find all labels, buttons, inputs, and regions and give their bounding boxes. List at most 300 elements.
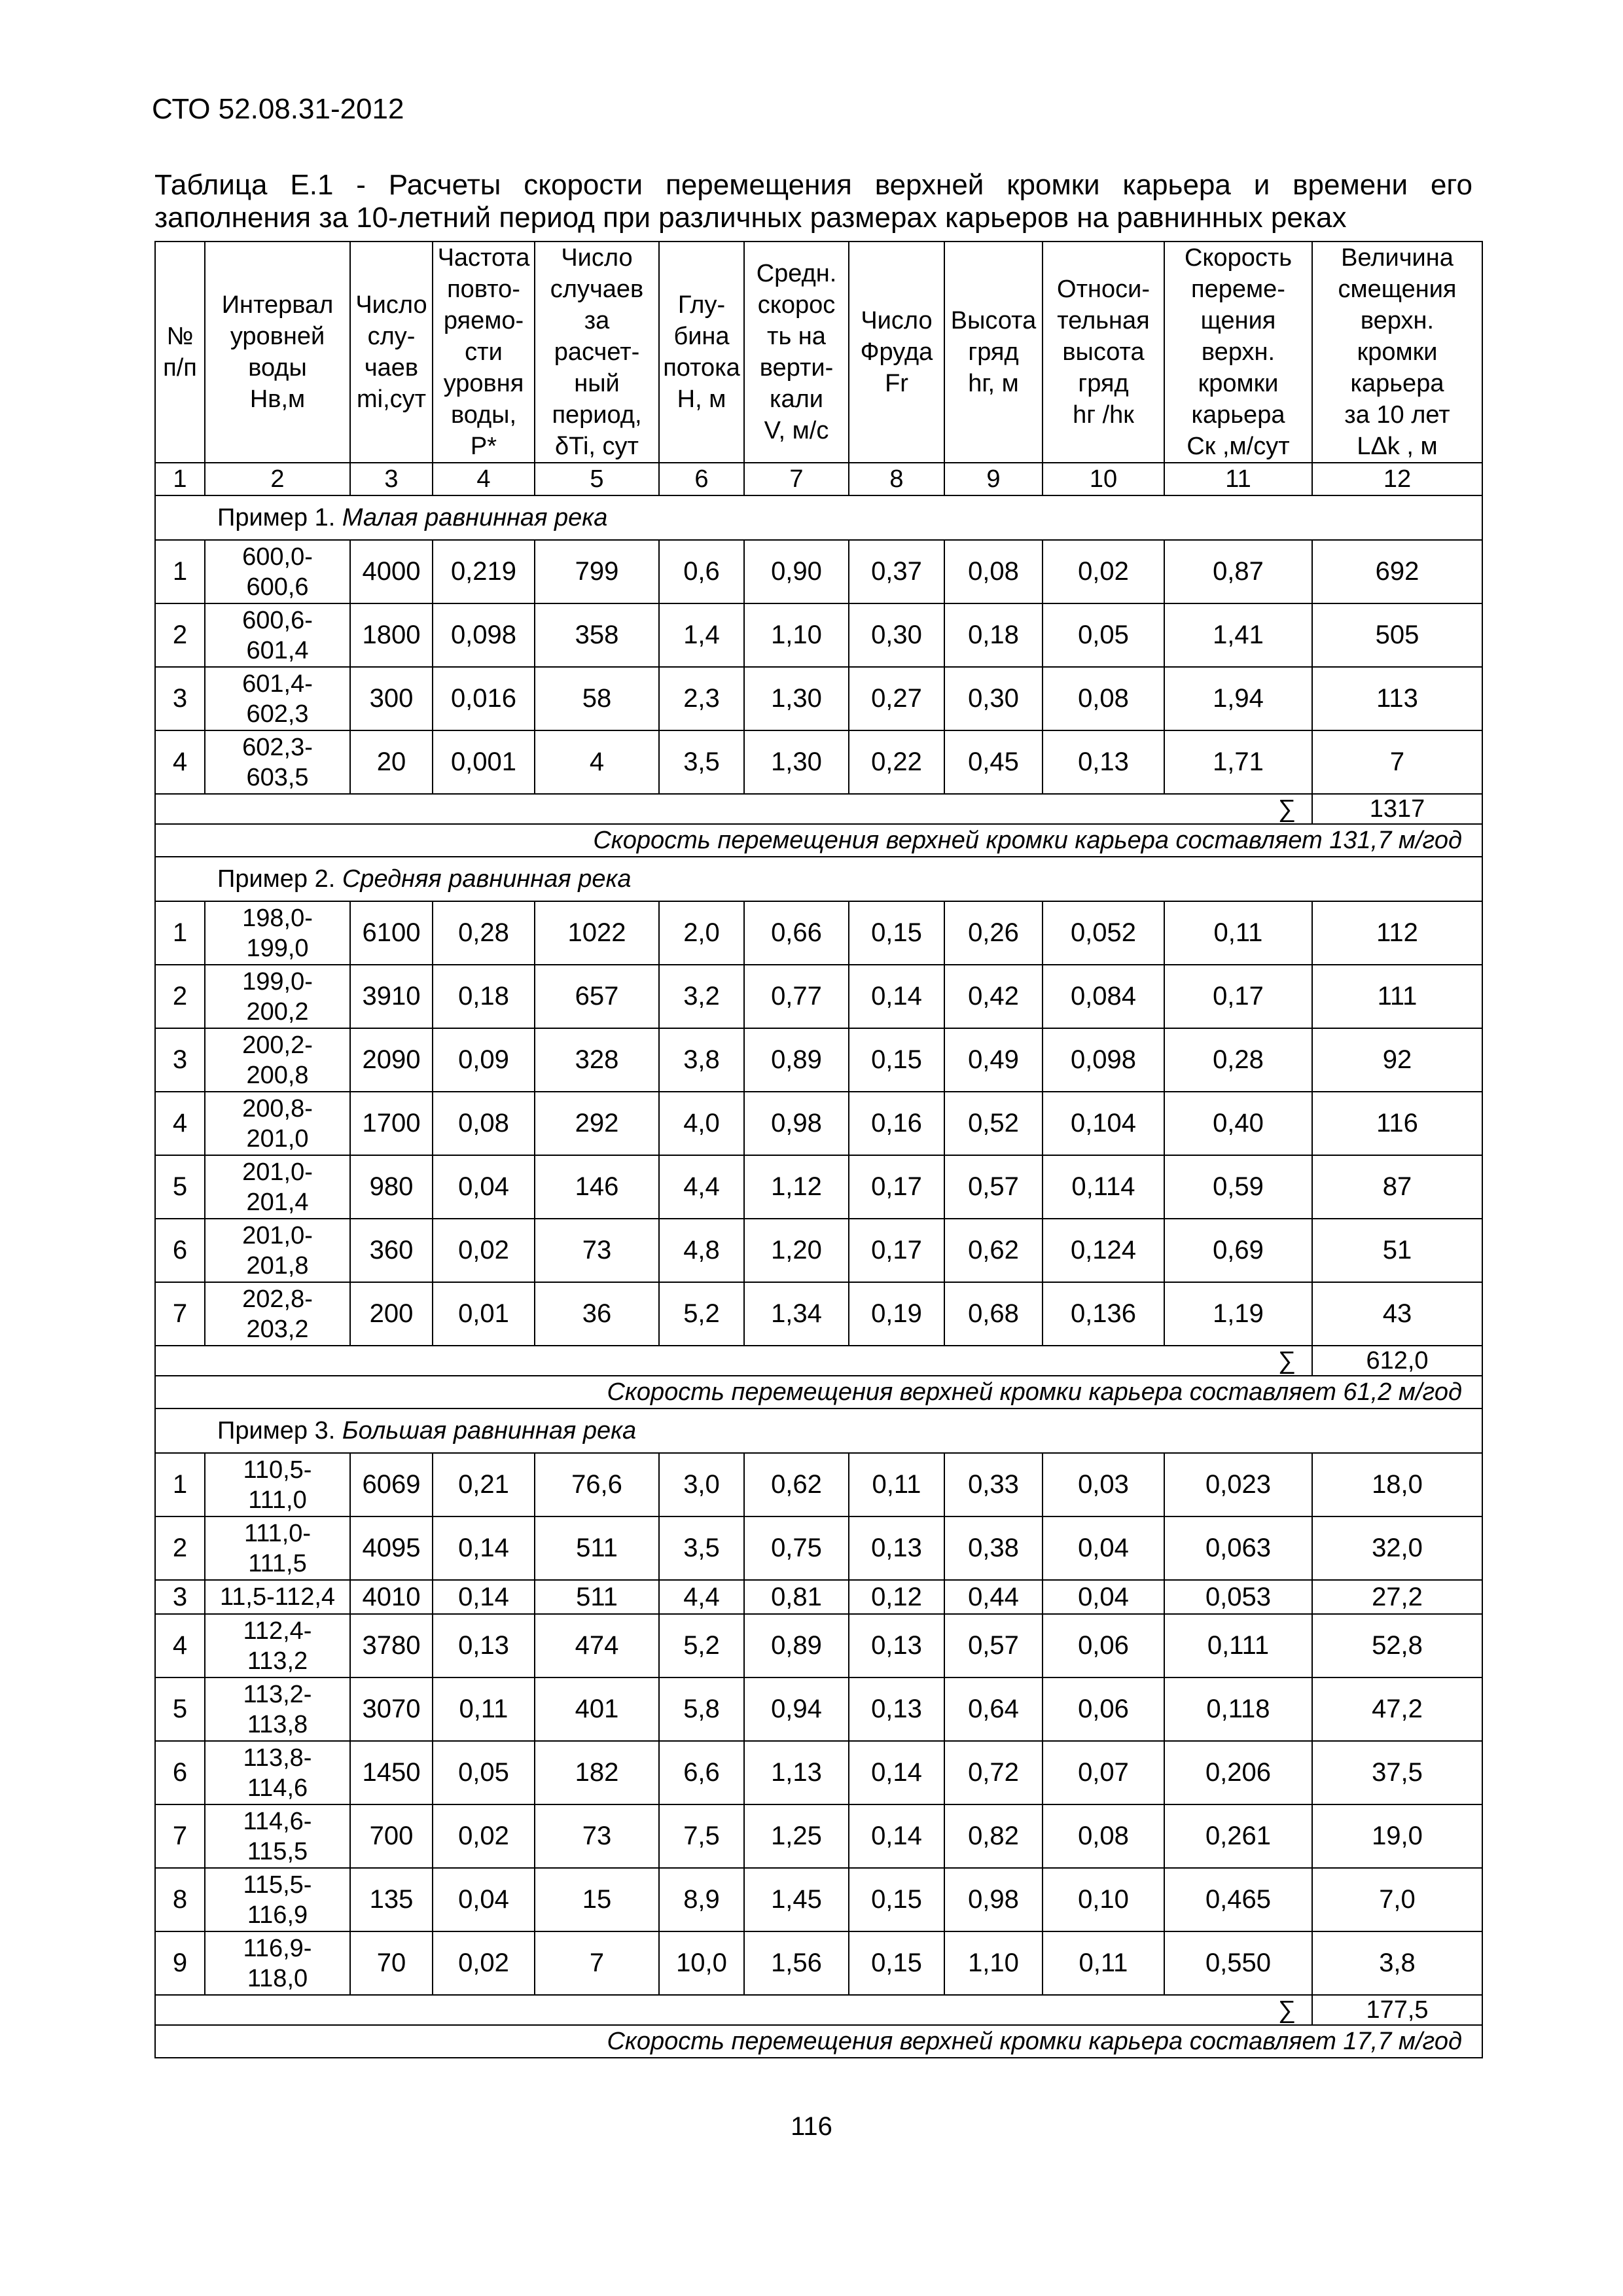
table-cell: 146 — [535, 1155, 659, 1219]
table-cell: 600,6- 601,4 — [205, 603, 350, 667]
table-row — [155, 1677, 1482, 1741]
table-cell: 0,052 — [1043, 901, 1164, 965]
table-cell: 0,098 — [1043, 1028, 1164, 1092]
table-cell: 0,06 — [1043, 1614, 1164, 1677]
table-cell: 4000 — [350, 540, 433, 603]
table-cell: 0,45 — [944, 730, 1043, 794]
table-row — [155, 1931, 1482, 1995]
table-cell: 1,12 — [744, 1155, 849, 1219]
table-cell: 199,0- 200,2 — [205, 965, 350, 1028]
table-row — [155, 1155, 1482, 1219]
table-cell: 0,6 — [659, 540, 744, 603]
table-cell: 8,9 — [659, 1868, 744, 1931]
column-header-2: Интервал уровней воды Hв,м — [205, 242, 350, 463]
table-cell: 0,04 — [433, 1868, 535, 1931]
table-cell: 70 — [350, 1931, 433, 1995]
table-cell: 1,20 — [744, 1219, 849, 1282]
table-cell: 7 — [155, 1282, 205, 1346]
table-cell: 3,0 — [659, 1453, 744, 1516]
table-cell: 1 — [155, 540, 205, 603]
column-number: 3 — [350, 463, 433, 495]
table-cell: 11,5-112,4 — [205, 1580, 350, 1614]
table-cell: 4,4 — [659, 1155, 744, 1219]
table-cell: 0,89 — [744, 1028, 849, 1092]
section-heading — [155, 495, 1482, 540]
table-cell: 0,11 — [849, 1453, 944, 1516]
table-cell: 198,0- 199,0 — [205, 901, 350, 965]
table-row — [155, 1028, 1482, 1092]
table-cell: 5 — [155, 1155, 205, 1219]
sum-value: 177,5 — [1312, 1995, 1482, 2025]
table-cell: 0,04 — [1043, 1516, 1164, 1580]
table-cell: 37,5 — [1312, 1741, 1482, 1804]
table-row — [155, 965, 1482, 1028]
table-cell: 6100 — [350, 901, 433, 965]
table-cell: 3,8 — [659, 1028, 744, 1092]
speed-summary: Скорость перемещения верхней кромки карьера составляет 17,7 м/год — [155, 2025, 1482, 2058]
table-cell: 0,57 — [944, 1614, 1043, 1677]
table-cell: 7,5 — [659, 1804, 744, 1868]
table-cell: 0,49 — [944, 1028, 1043, 1092]
table-cell: 601,4- 602,3 — [205, 667, 350, 730]
column-header-7: Средн. скорос ть на верти- кали V, м/с — [744, 242, 849, 463]
table-cell: 5 — [155, 1677, 205, 1741]
table-cell: 5,8 — [659, 1677, 744, 1741]
column-header-12: Величина смещения верхн. кромки карьера за 10 лет LΔk , м — [1312, 242, 1482, 463]
table-cell: 76,6 — [535, 1453, 659, 1516]
table-cell: 0,72 — [944, 1741, 1043, 1804]
table-cell: 3,5 — [659, 1516, 744, 1580]
table-cell: 0,13 — [849, 1677, 944, 1741]
table-cell: 0,07 — [1043, 1741, 1164, 1804]
table-cell: 0,89 — [744, 1614, 849, 1677]
table-cell: 0,02 — [433, 1931, 535, 1995]
table-row — [155, 603, 1482, 667]
table-cell: 0,14 — [433, 1516, 535, 1580]
table-cell: 113,2- 113,8 — [205, 1677, 350, 1741]
table-row — [155, 667, 1482, 730]
table-cell: 1 — [155, 901, 205, 965]
column-number: 11 — [1164, 463, 1312, 495]
table-cell: 0,38 — [944, 1516, 1043, 1580]
table-cell: 110,5- 111,0 — [205, 1453, 350, 1516]
column-header-5: Число случаев за расчет- ный период, δTi, сут — [535, 242, 659, 463]
table-cell: 0,001 — [433, 730, 535, 794]
table-cell: 52,8 — [1312, 1614, 1482, 1677]
table-cell: 0,26 — [944, 901, 1043, 965]
table-cell: 4,0 — [659, 1092, 744, 1155]
table-cell: 0,11 — [1164, 901, 1312, 965]
table-cell: 87 — [1312, 1155, 1482, 1219]
table-cell: 73 — [535, 1804, 659, 1868]
table-cell: 1,19 — [1164, 1282, 1312, 1346]
table-cell: 1,34 — [744, 1282, 849, 1346]
table-cell: 0,118 — [1164, 1677, 1312, 1741]
sum-row — [155, 794, 1482, 824]
table-cell: 0,04 — [1043, 1580, 1164, 1614]
column-number-row — [155, 463, 1482, 495]
table-cell: 4 — [155, 730, 205, 794]
table-cell: 328 — [535, 1028, 659, 1092]
table-cell: 2 — [155, 1516, 205, 1580]
table-cell: 0,62 — [744, 1453, 849, 1516]
table-cell: 51 — [1312, 1219, 1482, 1282]
table-cell: 0,14 — [849, 1804, 944, 1868]
table-cell: 0,30 — [849, 603, 944, 667]
table-cell: 3,2 — [659, 965, 744, 1028]
sum-value: 1317 — [1312, 794, 1482, 824]
table-cell: 7 — [1312, 730, 1482, 794]
table-cell: 511 — [535, 1516, 659, 1580]
table-cell: 511 — [535, 1580, 659, 1614]
table-cell: 0,66 — [744, 901, 849, 965]
table-cell: 3 — [155, 1028, 205, 1092]
table-cell: 1,30 — [744, 667, 849, 730]
table-cell: 0,09 — [433, 1028, 535, 1092]
table-cell: 700 — [350, 1804, 433, 1868]
table-cell: 0,64 — [944, 1677, 1043, 1741]
table-cell: 0,30 — [944, 667, 1043, 730]
table-cell: 0,06 — [1043, 1677, 1164, 1741]
section-heading — [155, 1408, 1482, 1453]
table-cell: 0,57 — [944, 1155, 1043, 1219]
table-cell: 0,098 — [433, 603, 535, 667]
table-cell: 4 — [155, 1614, 205, 1677]
table-cell: 0,90 — [744, 540, 849, 603]
table-cell: 1,10 — [944, 1931, 1043, 1995]
table-cell: 201,0- 201,4 — [205, 1155, 350, 1219]
section-name: Средняя равнинная река — [342, 865, 632, 893]
section-name: Большая равнинная река — [342, 1416, 637, 1444]
table-cell: 0,08 — [1043, 1804, 1164, 1868]
section-prefix: Пример 3. — [217, 1416, 342, 1444]
table-cell: 0,42 — [944, 965, 1043, 1028]
table-cell: 0,12 — [849, 1580, 944, 1614]
table-cell: 47,2 — [1312, 1677, 1482, 1741]
table-cell: 799 — [535, 540, 659, 603]
table-cell: 0,053 — [1164, 1580, 1312, 1614]
table-cell: 300 — [350, 667, 433, 730]
table-cell: 1700 — [350, 1092, 433, 1155]
table-cell: 58 — [535, 667, 659, 730]
table-cell: 112,4- 113,2 — [205, 1614, 350, 1677]
table-cell: 4,4 — [659, 1580, 744, 1614]
table-row — [155, 1580, 1482, 1614]
table-cell: 0,05 — [1043, 603, 1164, 667]
table-cell: 3,5 — [659, 730, 744, 794]
table-cell: 6 — [155, 1741, 205, 1804]
speed-summary-row — [155, 1376, 1482, 1408]
table-cell: 0,75 — [744, 1516, 849, 1580]
table-cell: 2 — [155, 603, 205, 667]
table-cell: 1,41 — [1164, 603, 1312, 667]
section-prefix: Пример 2. — [217, 865, 342, 893]
table-cell: 0,22 — [849, 730, 944, 794]
table-cell: 202,8- 203,2 — [205, 1282, 350, 1346]
table-cell: 4 — [155, 1092, 205, 1155]
table-cell: 1 — [155, 1453, 205, 1516]
table-row — [155, 1092, 1482, 1155]
sum-value: 612,0 — [1312, 1346, 1482, 1376]
table-cell: 0,16 — [849, 1092, 944, 1155]
table-cell: 0,084 — [1043, 965, 1164, 1028]
sum-row — [155, 1346, 1482, 1376]
table-cell: 0,21 — [433, 1453, 535, 1516]
table-cell: 43 — [1312, 1282, 1482, 1346]
table-cell: 18,0 — [1312, 1453, 1482, 1516]
table-cell: 1,25 — [744, 1804, 849, 1868]
table-row — [155, 730, 1482, 794]
table-cell: 2,3 — [659, 667, 744, 730]
table-cell: 0,28 — [433, 901, 535, 965]
table-cell: 0,261 — [1164, 1804, 1312, 1868]
table-cell: 0,98 — [744, 1092, 849, 1155]
table-cell: 4,8 — [659, 1219, 744, 1282]
table-cell: 4 — [535, 730, 659, 794]
table-row — [155, 1868, 1482, 1931]
column-header-6: Глу- бина потока H, м — [659, 242, 744, 463]
table-cell: 32,0 — [1312, 1516, 1482, 1580]
table-cell: 116,9- 118,0 — [205, 1931, 350, 1995]
table-cell: 3,8 — [1312, 1931, 1482, 1995]
table-cell: 602,3- 603,5 — [205, 730, 350, 794]
table-cell: 0,206 — [1164, 1741, 1312, 1804]
table-row — [155, 1804, 1482, 1868]
table-cell: 358 — [535, 603, 659, 667]
table-cell: 114,6- 115,5 — [205, 1804, 350, 1868]
column-number: 1 — [155, 463, 205, 495]
table-row — [155, 540, 1482, 603]
table-cell: 657 — [535, 965, 659, 1028]
column-number: 8 — [849, 463, 944, 495]
table-cell: 0,14 — [849, 1741, 944, 1804]
table-cell: 2,0 — [659, 901, 744, 965]
table-cell: 0,08 — [944, 540, 1043, 603]
table-cell: 980 — [350, 1155, 433, 1219]
table-cell: 1022 — [535, 901, 659, 965]
table-cell: 200,8- 201,0 — [205, 1092, 350, 1155]
table-cell: 0,063 — [1164, 1516, 1312, 1580]
table-cell: 0,15 — [849, 1931, 944, 1995]
table-cell: 0,69 — [1164, 1219, 1312, 1282]
table-cell: 1,94 — [1164, 667, 1312, 730]
table-cell: 9 — [155, 1931, 205, 1995]
table-cell: 0,10 — [1043, 1868, 1164, 1931]
table-cell: 113,8- 114,6 — [205, 1741, 350, 1804]
table-cell: 7 — [155, 1804, 205, 1868]
table-cell: 0,08 — [433, 1092, 535, 1155]
table-cell: 2090 — [350, 1028, 433, 1092]
sum-symbol: ∑ — [155, 1346, 1312, 1376]
table-cell: 182 — [535, 1741, 659, 1804]
table-cell: 0,17 — [849, 1155, 944, 1219]
table-row — [155, 1453, 1482, 1516]
table-cell: 0,28 — [1164, 1028, 1312, 1092]
table-cell: 5,2 — [659, 1282, 744, 1346]
table-cell: 7,0 — [1312, 1868, 1482, 1931]
table-cell: 113 — [1312, 667, 1482, 730]
table-cell: 111 — [1312, 965, 1482, 1028]
table-cell: 0,13 — [849, 1516, 944, 1580]
table-cell: 505 — [1312, 603, 1482, 667]
table-cell: 474 — [535, 1614, 659, 1677]
table-cell: 0,02 — [433, 1804, 535, 1868]
table-cell: 0,465 — [1164, 1868, 1312, 1931]
table-cell: 0,02 — [1043, 540, 1164, 603]
table-cell: 692 — [1312, 540, 1482, 603]
column-header-1: № п/п — [155, 242, 205, 463]
column-number: 6 — [659, 463, 744, 495]
table-cell: 0,03 — [1043, 1453, 1164, 1516]
table-cell: 3 — [155, 667, 205, 730]
table-cell: 0,219 — [433, 540, 535, 603]
table-cell: 15 — [535, 1868, 659, 1931]
table-row — [155, 1282, 1482, 1346]
table-cell: 0,14 — [849, 965, 944, 1028]
table-row — [155, 1219, 1482, 1282]
table-cell: 27,2 — [1312, 1580, 1482, 1614]
sum-symbol: ∑ — [155, 1995, 1312, 2025]
speed-summary: Скорость перемещения верхней кромки карьера составляет 131,7 м/год — [155, 824, 1482, 857]
table-cell: 1,71 — [1164, 730, 1312, 794]
table-cell: 0,016 — [433, 667, 535, 730]
table-cell: 0,44 — [944, 1580, 1043, 1614]
table-cell: 0,52 — [944, 1092, 1043, 1155]
table-cell: 0,04 — [433, 1155, 535, 1219]
table-cell: 0,11 — [433, 1677, 535, 1741]
table-cell: 36 — [535, 1282, 659, 1346]
table-cell: 0,15 — [849, 1028, 944, 1092]
table-cell: 0,87 — [1164, 540, 1312, 603]
column-number: 7 — [744, 463, 849, 495]
table-cell: 0,08 — [1043, 667, 1164, 730]
table-cell: 200,2- 200,8 — [205, 1028, 350, 1092]
column-header-3: Число слу- чаев mi,сут — [350, 242, 433, 463]
table-body — [155, 495, 1482, 2058]
table-cell: 4010 — [350, 1580, 433, 1614]
table-cell: 3070 — [350, 1677, 433, 1741]
page-number: 116 — [791, 2112, 832, 2141]
table-cell: 112 — [1312, 901, 1482, 965]
table-cell: 2 — [155, 965, 205, 1028]
column-header-8: Число Фруда Fr — [849, 242, 944, 463]
table-cell: 1,13 — [744, 1741, 849, 1804]
table-cell: 10,0 — [659, 1931, 744, 1995]
table-row — [155, 1614, 1482, 1677]
column-header-11: Скорость переме- щения верхн. кромки карьера Cк ,м/сут — [1164, 242, 1312, 463]
table-cell: 3 — [155, 1580, 205, 1614]
table-cell: 1,4 — [659, 603, 744, 667]
table-caption: Таблица Е.1 - Расчеты скорости перемещения верхней кромки карьера и времени его заполнения за 10-летний период при различных размерах карьеров на равнинных реках — [154, 169, 1472, 234]
speed-summary: Скорость перемещения верхней кромки карьера составляет 61,2 м/год — [155, 1376, 1482, 1408]
column-header-9: Высота гряд hг, м — [944, 242, 1043, 463]
table-row — [155, 1516, 1482, 1580]
table-cell: 0,94 — [744, 1677, 849, 1741]
table-cell: 1,30 — [744, 730, 849, 794]
column-header-10: Относи- тельная высота гряд hг /hк — [1043, 242, 1164, 463]
table-row — [155, 1741, 1482, 1804]
table-cell: 5,2 — [659, 1614, 744, 1677]
table-cell: 0,13 — [1043, 730, 1164, 794]
table-cell: 6069 — [350, 1453, 433, 1516]
table-cell: 0,136 — [1043, 1282, 1164, 1346]
table-cell: 1800 — [350, 603, 433, 667]
table-cell: 73 — [535, 1219, 659, 1282]
table-cell: 3780 — [350, 1614, 433, 1677]
section-name: Малая равнинная река — [342, 503, 608, 531]
table-cell: 292 — [535, 1092, 659, 1155]
table-cell: 0,104 — [1043, 1092, 1164, 1155]
table-cell: 200 — [350, 1282, 433, 1346]
table-cell: 0,15 — [849, 901, 944, 965]
sum-row — [155, 1995, 1482, 2025]
table-cell: 401 — [535, 1677, 659, 1741]
table-cell: 0,18 — [944, 603, 1043, 667]
table-cell: 0,01 — [433, 1282, 535, 1346]
column-number: 4 — [433, 463, 535, 495]
table-cell: 1,10 — [744, 603, 849, 667]
column-number: 9 — [944, 463, 1043, 495]
table-cell: 6,6 — [659, 1741, 744, 1804]
table-cell: 360 — [350, 1219, 433, 1282]
table-cell: 0,59 — [1164, 1155, 1312, 1219]
table-cell: 0,550 — [1164, 1931, 1312, 1995]
table-cell: 0,02 — [433, 1219, 535, 1282]
table-cell: 0,14 — [433, 1580, 535, 1614]
table-cell: 4095 — [350, 1516, 433, 1580]
table-cell: 0,40 — [1164, 1092, 1312, 1155]
table-cell: 201,0- 201,8 — [205, 1219, 350, 1282]
table-cell: 0,023 — [1164, 1453, 1312, 1516]
speed-summary-row — [155, 2025, 1482, 2058]
sum-symbol: ∑ — [155, 794, 1312, 824]
table-cell: 20 — [350, 730, 433, 794]
table-cell: 1450 — [350, 1741, 433, 1804]
table-cell: 0,68 — [944, 1282, 1043, 1346]
table-cell: 0,17 — [849, 1219, 944, 1282]
table-cell: 111,0- 111,5 — [205, 1516, 350, 1580]
table-cell: 3910 — [350, 965, 433, 1028]
table-cell: 8 — [155, 1868, 205, 1931]
table-cell: 0,82 — [944, 1804, 1043, 1868]
table-cell: 6 — [155, 1219, 205, 1282]
table-cell: 116 — [1312, 1092, 1482, 1155]
table-cell: 0,18 — [433, 965, 535, 1028]
section-prefix: Пример 1. — [217, 503, 342, 531]
section-heading-row — [155, 857, 1482, 901]
table-cell: 600,0- 600,6 — [205, 540, 350, 603]
table-cell: 0,37 — [849, 540, 944, 603]
table-cell: 0,19 — [849, 1282, 944, 1346]
speed-summary-row — [155, 824, 1482, 857]
table-cell: 0,13 — [849, 1614, 944, 1677]
table-cell: 0,98 — [944, 1868, 1043, 1931]
column-header-4: Частота повто- ряемо- сти уровня воды, P* — [433, 242, 535, 463]
section-heading-row — [155, 495, 1482, 540]
calculation-table — [154, 241, 1483, 2058]
table-cell: 0,111 — [1164, 1614, 1312, 1677]
table-cell: 0,77 — [744, 965, 849, 1028]
table-cell: 115,5- 116,9 — [205, 1868, 350, 1931]
table-cell: 1,45 — [744, 1868, 849, 1931]
table-cell: 92 — [1312, 1028, 1482, 1092]
section-heading-row — [155, 1408, 1482, 1453]
column-number: 12 — [1312, 463, 1482, 495]
table-cell: 0,17 — [1164, 965, 1312, 1028]
table-row — [155, 901, 1482, 965]
column-number: 2 — [205, 463, 350, 495]
section-heading — [155, 857, 1482, 901]
